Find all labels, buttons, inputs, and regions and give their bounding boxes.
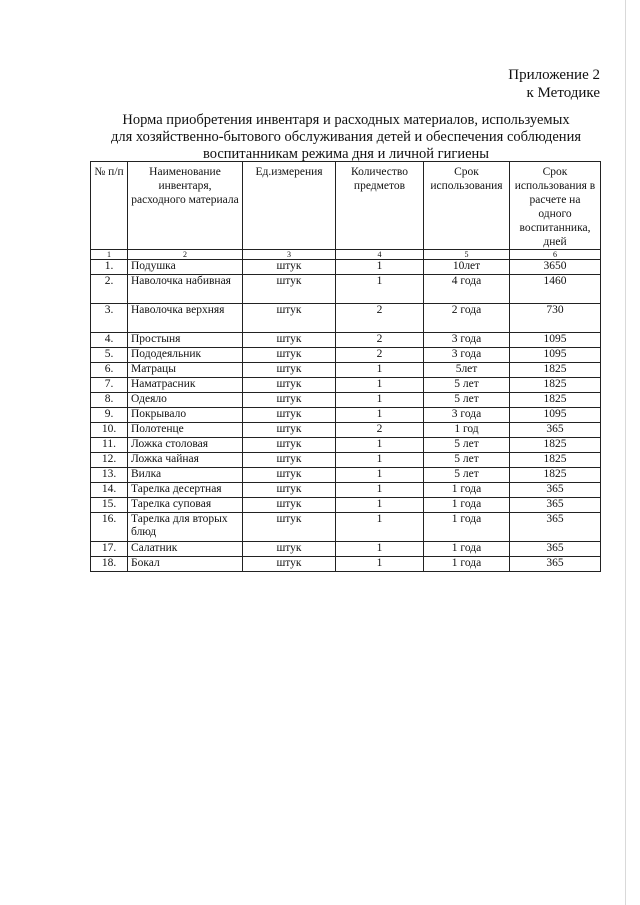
column-number: 6 [510, 250, 601, 260]
table-row [91, 483, 601, 498]
column-header: Наименование инвентаря, расходного материала [128, 162, 243, 250]
days-per-pupil-cell: 365 [510, 483, 601, 498]
days-per-pupil-cell: 365 [510, 557, 601, 572]
row-number-cell: 16. [91, 513, 128, 542]
scan-edge-line [625, 0, 626, 905]
days-per-pupil-cell: 730 [510, 304, 601, 333]
row-number-cell: 3. [91, 304, 128, 333]
column-number: 5 [424, 250, 510, 260]
item-name-cell: Матрацы [128, 363, 243, 378]
days-per-pupil-cell: 3650 [510, 260, 601, 275]
usage-period-cell: 1 года [424, 498, 510, 513]
column-number: 1 [91, 250, 128, 260]
item-name-cell: Бокал [128, 557, 243, 572]
table-row [91, 542, 601, 557]
item-name-cell: Покрывало [128, 408, 243, 423]
days-per-pupil-cell: 1825 [510, 438, 601, 453]
days-per-pupil-cell: 1825 [510, 468, 601, 483]
row-number-cell: 7. [91, 378, 128, 393]
item-name-cell: Наматрасник [128, 378, 243, 393]
table-row [91, 275, 601, 304]
table-row [91, 260, 601, 275]
days-per-pupil-cell: 365 [510, 423, 601, 438]
column-header: № п/п [91, 162, 128, 250]
quantity-cell: 2 [336, 348, 424, 363]
usage-period-cell: 3 года [424, 408, 510, 423]
unit-cell: штук [243, 483, 336, 498]
table-row [91, 363, 601, 378]
quantity-cell: 2 [336, 304, 424, 333]
row-number-cell: 13. [91, 468, 128, 483]
quantity-cell: 1 [336, 542, 424, 557]
days-per-pupil-cell: 1095 [510, 348, 601, 363]
unit-cell: штук [243, 542, 336, 557]
usage-period-cell: 4 года [424, 275, 510, 304]
unit-cell: штук [243, 393, 336, 408]
quantity-cell: 1 [336, 408, 424, 423]
table-row [91, 468, 601, 483]
item-name-cell: Простыня [128, 333, 243, 348]
unit-cell: штук [243, 453, 336, 468]
column-number: 2 [128, 250, 243, 260]
row-number-cell: 17. [91, 542, 128, 557]
unit-cell: штук [243, 408, 336, 423]
days-per-pupil-cell: 1095 [510, 333, 601, 348]
title-line-3: воспитанникам режима дня и личной гигиены [202, 146, 490, 162]
days-per-pupil-cell: 1825 [510, 393, 601, 408]
usage-period-cell: 5 лет [424, 453, 510, 468]
table-row [91, 513, 601, 542]
quantity-cell: 1 [336, 393, 424, 408]
unit-cell: штук [243, 468, 336, 483]
unit-cell: штук [243, 423, 336, 438]
quantity-cell: 1 [336, 260, 424, 275]
title-line-1: Норма приобретения инвентаря и расходных материалов, используемых [122, 112, 570, 128]
item-name-cell: Подушка [128, 260, 243, 275]
item-name-cell: Ложка чайная [128, 453, 243, 468]
usage-period-cell: 1 года [424, 513, 510, 542]
row-number-cell: 5. [91, 348, 128, 363]
days-per-pupil-cell: 365 [510, 542, 601, 557]
unit-cell: штук [243, 260, 336, 275]
row-number-cell: 18. [91, 557, 128, 572]
row-number-cell: 8. [91, 393, 128, 408]
appendix-line-2: к Методике [526, 85, 600, 101]
days-per-pupil-cell: 1460 [510, 275, 601, 304]
quantity-cell: 1 [336, 453, 424, 468]
column-header: Срок использования в расчете на одного воспитанника, дней [510, 162, 601, 250]
row-number-cell: 11. [91, 438, 128, 453]
usage-period-cell: 5 лет [424, 378, 510, 393]
quantity-cell: 2 [336, 333, 424, 348]
table-row [91, 378, 601, 393]
table-body [91, 260, 601, 572]
item-name-cell: Пододеяльник [128, 348, 243, 363]
column-number: 4 [336, 250, 424, 260]
unit-cell: штук [243, 275, 336, 304]
table-header-row [91, 162, 601, 250]
item-name-cell: Салатник [128, 542, 243, 557]
table-row [91, 453, 601, 468]
table-row [91, 304, 601, 333]
usage-period-cell: 5 лет [424, 468, 510, 483]
item-name-cell: Одеяло [128, 393, 243, 408]
unit-cell: штук [243, 333, 336, 348]
item-name-cell: Тарелка суповая [128, 498, 243, 513]
row-number-cell: 12. [91, 453, 128, 468]
unit-cell: штук [243, 304, 336, 333]
quantity-cell: 1 [336, 363, 424, 378]
item-name-cell: Наволочка верхняя [128, 304, 243, 333]
norms-table [90, 161, 601, 572]
usage-period-cell: 5лет [424, 363, 510, 378]
usage-period-cell: 1 года [424, 483, 510, 498]
item-name-cell: Наволочка набивная [128, 275, 243, 304]
row-number-cell: 9. [91, 408, 128, 423]
row-number-cell: 1. [91, 260, 128, 275]
unit-cell: штук [243, 363, 336, 378]
item-name-cell: Вилка [128, 468, 243, 483]
row-number-cell: 10. [91, 423, 128, 438]
item-name-cell: Тарелка для вторых блюд [128, 513, 243, 542]
days-per-pupil-cell: 1825 [510, 378, 601, 393]
unit-cell: штук [243, 378, 336, 393]
row-number-cell: 4. [91, 333, 128, 348]
column-header: Срок использования [424, 162, 510, 250]
table-row [91, 438, 601, 453]
table-row [91, 393, 601, 408]
column-number: 3 [243, 250, 336, 260]
row-number-cell: 2. [91, 275, 128, 304]
quantity-cell: 1 [336, 557, 424, 572]
usage-period-cell: 10лет [424, 260, 510, 275]
table-row [91, 333, 601, 348]
days-per-pupil-cell: 1095 [510, 408, 601, 423]
item-name-cell: Тарелка десертная [128, 483, 243, 498]
row-number-cell: 15. [91, 498, 128, 513]
usage-period-cell: 2 года [424, 304, 510, 333]
column-header: Ед.измерения [243, 162, 336, 250]
quantity-cell: 1 [336, 498, 424, 513]
usage-period-cell: 5 лет [424, 393, 510, 408]
quantity-cell: 1 [336, 378, 424, 393]
document-title [86, 112, 606, 163]
table-row [91, 498, 601, 513]
usage-period-cell: 5 лет [424, 438, 510, 453]
usage-period-cell: 1 года [424, 557, 510, 572]
table-row [91, 557, 601, 572]
unit-cell: штук [243, 438, 336, 453]
usage-period-cell: 1 года [424, 542, 510, 557]
appendix-line-1: Приложение 2 [508, 67, 600, 83]
quantity-cell: 1 [336, 438, 424, 453]
quantity-cell: 1 [336, 483, 424, 498]
item-name-cell: Полотенце [128, 423, 243, 438]
column-number-row [91, 250, 601, 260]
days-per-pupil-cell: 1825 [510, 363, 601, 378]
quantity-cell: 1 [336, 468, 424, 483]
table-row [91, 423, 601, 438]
usage-period-cell: 1 год [424, 423, 510, 438]
days-per-pupil-cell: 365 [510, 498, 601, 513]
quantity-cell: 1 [336, 275, 424, 304]
table-row [91, 408, 601, 423]
quantity-cell: 2 [336, 423, 424, 438]
title-line-2: для хозяйственно-бытового обслуживания детей и обеспечения соблюдения [110, 129, 582, 145]
days-per-pupil-cell: 1825 [510, 453, 601, 468]
usage-period-cell: 3 года [424, 333, 510, 348]
days-per-pupil-cell: 365 [510, 513, 601, 542]
unit-cell: штук [243, 348, 336, 363]
row-number-cell: 6. [91, 363, 128, 378]
row-number-cell: 14. [91, 483, 128, 498]
unit-cell: штук [243, 513, 336, 542]
table-row [91, 348, 601, 363]
appendix-header [508, 66, 600, 102]
quantity-cell: 1 [336, 513, 424, 542]
usage-period-cell: 3 года [424, 348, 510, 363]
unit-cell: штук [243, 557, 336, 572]
column-header: Количество предметов [336, 162, 424, 250]
unit-cell: штук [243, 498, 336, 513]
item-name-cell: Ложка столовая [128, 438, 243, 453]
